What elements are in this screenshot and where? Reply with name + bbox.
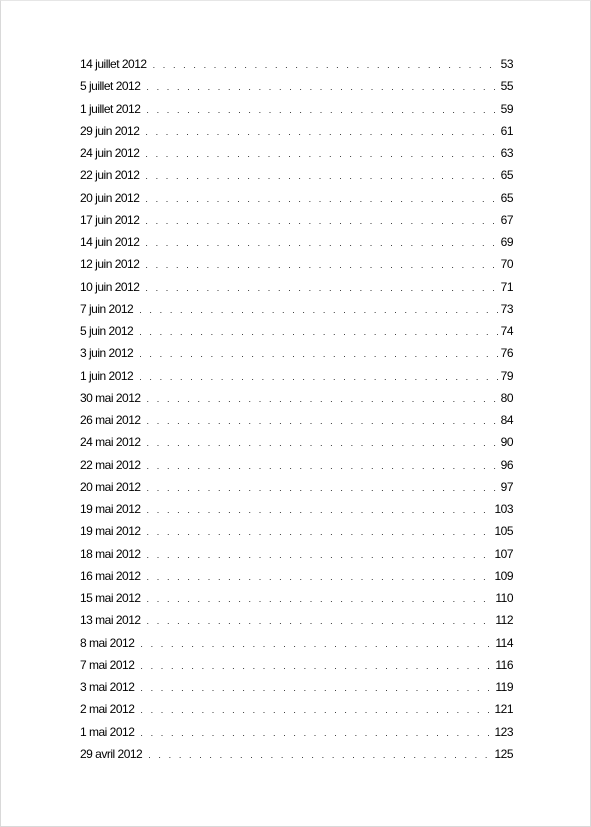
toc-entry-page-number: 55 bbox=[500, 79, 513, 94]
toc-entry-page-number: 74 bbox=[500, 324, 513, 338]
toc-dot-leader bbox=[145, 277, 498, 299]
toc-entry-label: 22 mai 2012 bbox=[80, 457, 141, 472]
toc-entry-label: 5 juillet 2012 bbox=[80, 79, 141, 94]
toc-entry[interactable] bbox=[80, 365, 513, 387]
toc-entry[interactable] bbox=[80, 320, 513, 342]
toc-entry-page-number: 90 bbox=[500, 435, 513, 450]
toc-entry-page-number: 53 bbox=[500, 57, 513, 71]
toc-entry[interactable] bbox=[80, 98, 513, 120]
toc-entry-label: 5 juin 2012 bbox=[80, 324, 134, 338]
toc-entry[interactable] bbox=[80, 654, 513, 676]
toc-entry-page-number: 84 bbox=[500, 413, 513, 427]
toc-entry[interactable] bbox=[80, 743, 513, 765]
toc-entry-page-number: 123 bbox=[494, 724, 513, 739]
toc-dot-leader bbox=[147, 566, 493, 588]
toc-entry-label: 20 juin 2012 bbox=[80, 190, 140, 205]
toc-entry[interactable] bbox=[80, 253, 513, 275]
toc-entry-page-number: 125 bbox=[494, 746, 513, 761]
toc-dot-leader bbox=[140, 633, 493, 655]
toc-dot-leader bbox=[140, 677, 493, 699]
toc-entry-page-number: 80 bbox=[500, 390, 513, 405]
toc-dot-leader bbox=[140, 699, 492, 721]
toc-entry-page-number: 119 bbox=[495, 680, 513, 694]
toc-entry[interactable] bbox=[80, 543, 513, 565]
toc-entry[interactable] bbox=[80, 75, 513, 97]
toc-entry-label: 13 mai 2012 bbox=[80, 613, 141, 628]
toc-dot-leader bbox=[147, 588, 494, 610]
toc-entry-page-number: 69 bbox=[500, 235, 513, 249]
toc-dot-leader bbox=[145, 121, 498, 143]
toc-entry-page-number: 105 bbox=[494, 524, 513, 539]
toc-entry-label: 29 juin 2012 bbox=[80, 123, 140, 138]
toc-entry-label: 19 mai 2012 bbox=[80, 524, 141, 539]
toc-dot-leader bbox=[139, 366, 498, 388]
toc-dot-leader bbox=[153, 54, 499, 76]
toc-entry-label: 7 mai 2012 bbox=[80, 657, 135, 672]
toc-entry-label: 14 juin 2012 bbox=[80, 235, 140, 249]
toc-entry-label: 7 juin 2012 bbox=[80, 301, 134, 316]
toc-entry-page-number: 114 bbox=[495, 635, 513, 650]
toc-entry[interactable] bbox=[80, 53, 513, 75]
toc-entry[interactable] bbox=[80, 698, 513, 720]
toc-entry-label: 26 mai 2012 bbox=[80, 413, 141, 427]
toc-dot-leader bbox=[147, 477, 499, 499]
toc-entry[interactable] bbox=[80, 120, 513, 142]
toc-dot-leader bbox=[147, 521, 493, 543]
toc-dot-leader bbox=[140, 722, 492, 744]
toc-dot-leader bbox=[145, 143, 498, 165]
toc-dot-leader bbox=[145, 254, 498, 276]
toc-entry-label: 14 juillet 2012 bbox=[80, 57, 147, 71]
toc-entry-page-number: 73 bbox=[500, 301, 513, 316]
toc-dot-leader bbox=[147, 432, 499, 454]
toc-entry[interactable] bbox=[80, 454, 513, 476]
toc-entry-page-number: 76 bbox=[500, 346, 513, 361]
toc-entry-page-number: 103 bbox=[494, 502, 513, 516]
toc-entry[interactable] bbox=[80, 387, 513, 409]
toc-entry[interactable] bbox=[80, 632, 513, 654]
toc-entry-page-number: 71 bbox=[500, 279, 513, 294]
toc-entry[interactable] bbox=[80, 498, 513, 520]
toc-dot-leader bbox=[139, 343, 498, 365]
toc-entry-page-number: 97 bbox=[500, 479, 513, 494]
toc-entry-page-number: 67 bbox=[500, 212, 513, 227]
toc-entry[interactable] bbox=[80, 209, 513, 231]
toc-dot-leader bbox=[147, 610, 494, 632]
toc-entry-label: 24 juin 2012 bbox=[80, 146, 140, 160]
toc-entry-label: 3 mai 2012 bbox=[80, 680, 135, 694]
toc-entry[interactable] bbox=[80, 520, 513, 542]
toc-dot-leader bbox=[147, 544, 493, 566]
toc-entry-label: 8 mai 2012 bbox=[80, 635, 135, 650]
toc-entry-label: 1 juillet 2012 bbox=[80, 101, 141, 116]
toc-entry[interactable] bbox=[80, 298, 513, 320]
toc-entry-label: 1 juin 2012 bbox=[80, 368, 134, 383]
toc-entry-label: 18 mai 2012 bbox=[80, 546, 141, 561]
toc-entry-label: 15 mai 2012 bbox=[80, 591, 141, 605]
toc-entry-page-number: 110 bbox=[495, 591, 513, 605]
toc-entry[interactable] bbox=[80, 409, 513, 431]
toc-entry-label: 29 avril 2012 bbox=[80, 746, 143, 761]
toc-entry[interactable] bbox=[80, 676, 513, 698]
toc-entry[interactable] bbox=[80, 721, 513, 743]
toc-entry[interactable] bbox=[80, 476, 513, 498]
toc-entry[interactable] bbox=[80, 587, 513, 609]
toc-entry-page-number: 121 bbox=[494, 702, 513, 717]
toc-entry-label: 20 mai 2012 bbox=[80, 479, 141, 494]
toc-entry-page-number: 109 bbox=[494, 568, 513, 583]
toc-dot-leader bbox=[147, 410, 499, 432]
toc-dot-leader bbox=[145, 165, 498, 187]
toc-entry-label: 16 mai 2012 bbox=[80, 568, 141, 583]
toc-dot-leader bbox=[146, 76, 498, 98]
toc-entry[interactable] bbox=[80, 231, 513, 253]
toc-entry[interactable] bbox=[80, 164, 513, 186]
toc-entry-label: 30 mai 2012 bbox=[80, 390, 141, 405]
toc-entry-page-number: 112 bbox=[495, 613, 513, 628]
toc-dot-leader bbox=[146, 99, 498, 121]
toc-entry-label: 3 juin 2012 bbox=[80, 346, 134, 361]
toc-entry-page-number: 61 bbox=[500, 123, 513, 138]
toc-entry-page-number: 79 bbox=[500, 368, 513, 383]
toc-entry-page-number: 65 bbox=[500, 190, 513, 205]
toc-entry[interactable] bbox=[80, 565, 513, 587]
toc-dot-leader bbox=[147, 455, 499, 477]
toc-dot-leader bbox=[145, 188, 498, 210]
toc-dot-leader bbox=[147, 388, 499, 410]
toc-entry-label: 10 juin 2012 bbox=[80, 279, 140, 294]
toc-entry[interactable] bbox=[80, 142, 513, 164]
toc-dot-leader bbox=[147, 499, 493, 521]
toc-entry-label: 12 juin 2012 bbox=[80, 257, 140, 272]
toc-dot-leader bbox=[139, 321, 498, 343]
toc-entry-page-number: 63 bbox=[500, 146, 513, 160]
toc-dot-leader bbox=[140, 655, 493, 677]
toc-entry-label: 17 juin 2012 bbox=[80, 212, 140, 227]
toc-entry[interactable] bbox=[80, 609, 513, 631]
toc-dot-leader bbox=[148, 744, 492, 766]
toc-entry-label: 2 mai 2012 bbox=[80, 702, 135, 717]
toc-entry-label: 24 mai 2012 bbox=[80, 435, 141, 450]
toc-dot-leader bbox=[145, 232, 498, 254]
toc-entry-label: 19 mai 2012 bbox=[80, 502, 141, 516]
toc-entry[interactable] bbox=[80, 276, 513, 298]
toc-entry[interactable] bbox=[80, 431, 513, 453]
toc-entry-page-number: 96 bbox=[500, 457, 513, 472]
table-of-contents bbox=[80, 53, 513, 765]
toc-entry-page-number: 59 bbox=[500, 101, 513, 116]
toc-entry-page-number: 107 bbox=[494, 546, 513, 561]
toc-entry[interactable] bbox=[80, 187, 513, 209]
toc-entry[interactable] bbox=[80, 342, 513, 364]
toc-dot-leader bbox=[139, 299, 498, 321]
toc-entry-label: 22 juin 2012 bbox=[80, 168, 140, 183]
toc-entry-page-number: 116 bbox=[495, 657, 513, 672]
toc-entry-label: 1 mai 2012 bbox=[80, 724, 135, 739]
toc-dot-leader bbox=[145, 210, 498, 232]
toc-entry-page-number: 70 bbox=[500, 257, 513, 272]
toc-entry-page-number: 65 bbox=[500, 168, 513, 183]
